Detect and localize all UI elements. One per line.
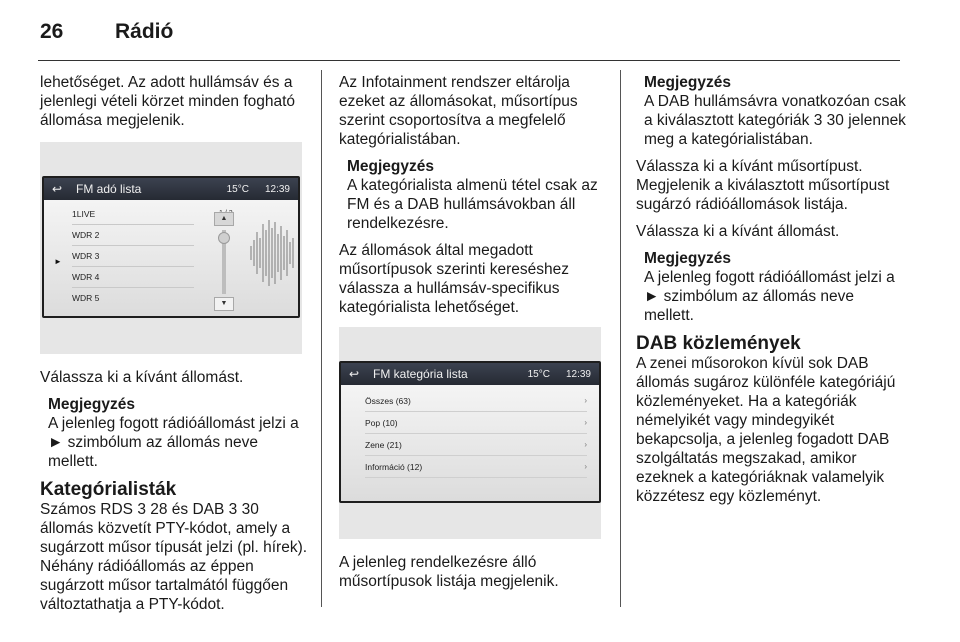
header-rule <box>38 60 900 61</box>
note-block <box>347 157 607 233</box>
paragraph: Válassza ki a kívánt állomást. <box>636 223 840 240</box>
note-text: A kategórialista almenü tétel csak az FM és a DAB hullámsávokban áll rendelkezésre. <box>347 177 598 232</box>
note-text: A jelenleg fogott rádióállomást jelzi a ► szimbólum az állomás neve mellett. <box>48 415 299 470</box>
station-item[interactable]: WDR 3 <box>72 246 194 267</box>
fm-category-list-screen <box>339 361 601 503</box>
scroll-down-button[interactable]: ▼ <box>214 297 234 311</box>
screen-title: FM kategória lista <box>373 366 468 381</box>
chevron-right-icon: › <box>584 462 587 471</box>
note-heading: Megjegyzés <box>48 396 136 413</box>
category-item[interactable] <box>365 435 587 456</box>
current-station-marker-icon: ► <box>54 257 62 266</box>
section-paragraph: Számos RDS 3 28 és DAB 3 30 állomás közvetít PTY-kódot, amely a sugárzott műsor típusát jelzi (pl. hírek). Néhány rádióállomás az éppen sugárzott műsor tartalmától függően változtathatja a PTY-kódot. <box>40 501 308 613</box>
scroll-handle[interactable] <box>218 232 230 244</box>
screen-title-bar <box>341 363 599 385</box>
chevron-right-icon: › <box>584 396 587 405</box>
column-2 <box>339 73 607 599</box>
column-separator-1 <box>321 70 322 607</box>
temperature-readout: 15°C <box>226 183 249 195</box>
audio-waveform-graphic <box>249 218 295 288</box>
category-item[interactable] <box>365 391 587 412</box>
fm-category-list-figure <box>339 327 601 539</box>
category-label: Összes (63) <box>365 396 411 406</box>
category-item[interactable] <box>365 413 587 434</box>
section-paragraph: A zenei műsorokon kívül sok DAB állomás sugároz különféle kategóriájú közleményeket. Ha a kategóriák némelyikét vagy mindegyikét bekapcsolja, a jelenleg fogadott DAB szolgáltatás megszakad, amikor ezeknek a kategóriáknak valamelyik közzétesz egy közleményt. <box>636 355 896 505</box>
paragraph: Az állomások által megadott műsortípusok szerinti kereséshez válassza a hullámsáv-specifikus kategórialista lehetőséget. <box>339 242 570 316</box>
paragraph: Az Infotainment rendszer eltárolja ezeket az állomásokat, műsortípus szerint csoportosítva a megfelelő kategórialistában. <box>339 74 578 148</box>
category-label: Zene (21) <box>365 440 402 450</box>
section-heading-categories: Kategórialisták <box>40 479 177 500</box>
fm-station-list-figure <box>40 142 302 354</box>
intro-paragraph: lehetőséget. Az adott hullámsáv és a jelenlegi vételi körzet minden fogható állomása megjelenik. <box>40 74 296 129</box>
page-title: Rádió <box>115 20 174 43</box>
station-item[interactable]: WDR 4 <box>72 267 194 288</box>
station-item[interactable]: WDR 5 <box>72 293 100 303</box>
note-text: A DAB hullámsávra vonatkozóan csak a kiválasztott kategóriák 3 30 jelennek meg a kategórialistában. <box>644 93 906 148</box>
instruction-paragraph: Válassza ki a kívánt állomást. <box>40 369 244 386</box>
column-1 <box>40 73 308 622</box>
station-item[interactable]: WDR 2 <box>72 225 194 246</box>
back-icon[interactable]: ↩ <box>349 366 360 381</box>
note-block <box>48 395 308 471</box>
page-number: 26 <box>40 20 64 43</box>
paragraph: A jelenleg rendelkezésre álló műsortípusok listája megjelenik. <box>339 554 559 590</box>
screen-title: FM adó lista <box>76 181 142 196</box>
screen-title-bar <box>44 178 298 200</box>
clock-readout: 12:39 <box>565 368 591 380</box>
category-item[interactable] <box>365 457 587 478</box>
note-heading: Megjegyzés <box>644 74 732 91</box>
note-heading: Megjegyzés <box>347 158 435 175</box>
back-icon[interactable]: ↩ <box>52 181 63 196</box>
chevron-right-icon: › <box>584 418 587 427</box>
category-list-body <box>341 385 599 501</box>
station-list-body <box>44 200 298 316</box>
note-block <box>644 73 906 149</box>
section-heading-dab-announcements: DAB közlemények <box>636 333 801 354</box>
column-3 <box>636 73 906 514</box>
column-separator-2 <box>620 70 621 607</box>
scroll-up-button[interactable]: ▲ <box>214 212 234 226</box>
note-block <box>644 249 906 325</box>
category-label: Információ (12) <box>365 462 423 472</box>
temperature-readout: 15°C <box>527 368 550 380</box>
paragraph: Válassza ki a kívánt műsortípust. Megjelenik a kiválasztott műsortípust sugárzó rádióállomások listája. <box>636 158 890 213</box>
clock-readout: 12:39 <box>264 183 290 195</box>
chevron-right-icon: › <box>584 440 587 449</box>
category-label: Pop (10) <box>365 418 398 428</box>
fm-station-list-screen <box>42 176 300 318</box>
note-heading: Megjegyzés <box>644 250 732 267</box>
station-item[interactable]: 1LIVE <box>72 204 194 225</box>
note-text: A jelenleg fogott rádióállomást jelzi a ► szimbólum az állomás neve mellett. <box>644 269 895 324</box>
